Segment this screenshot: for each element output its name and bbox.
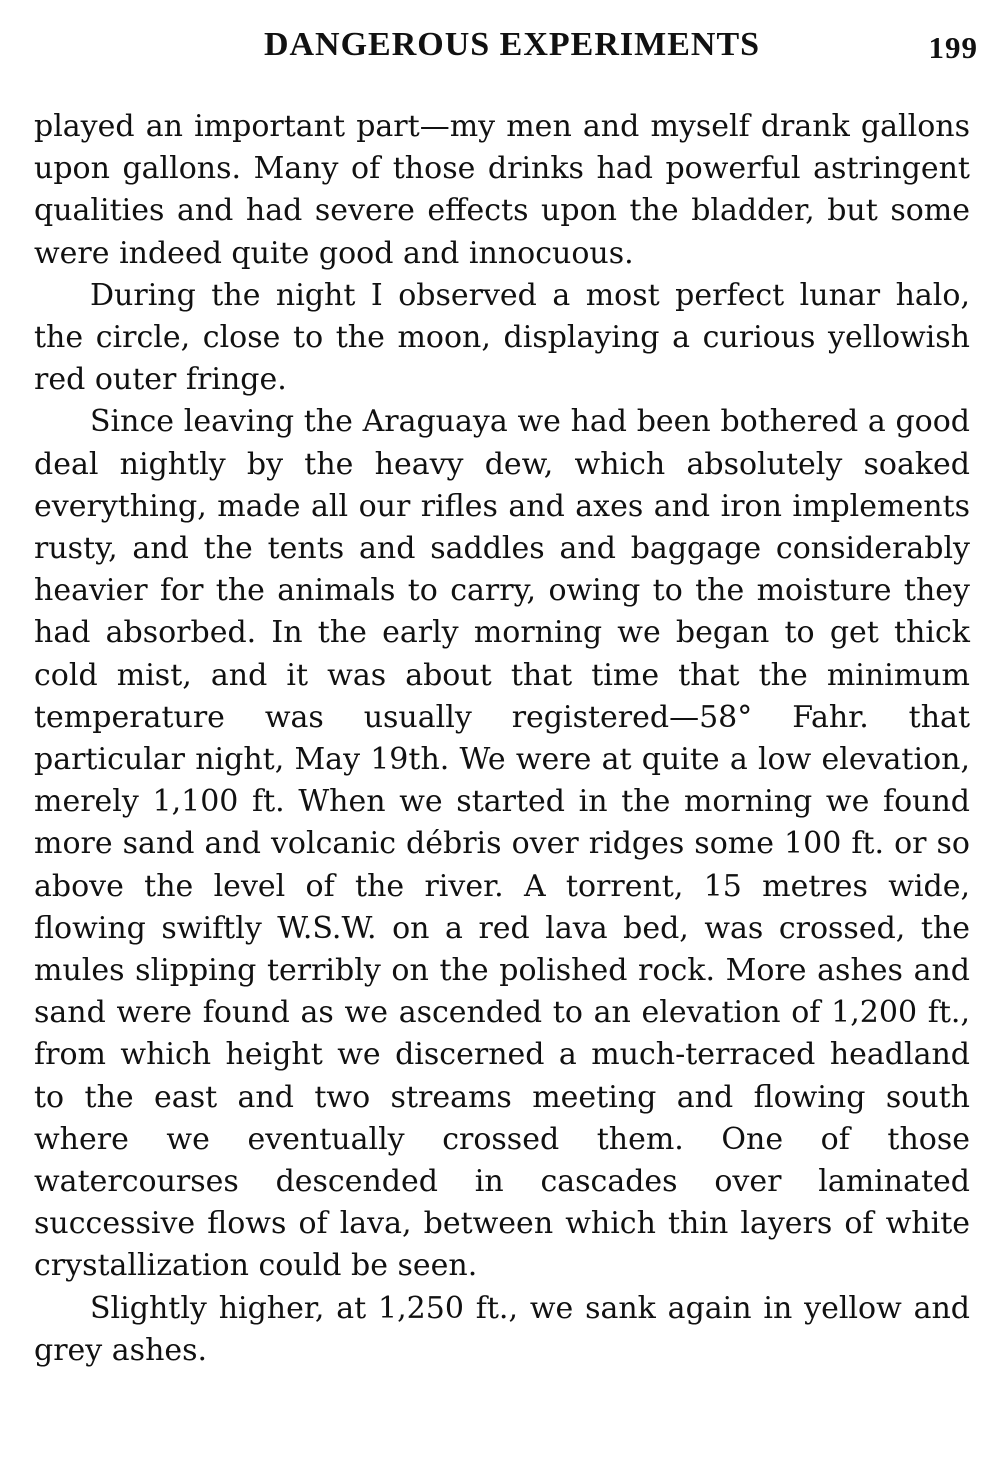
page-number: 199 bbox=[928, 30, 978, 65]
body-text bbox=[34, 106, 970, 1372]
running-header bbox=[34, 18, 978, 78]
running-title: DANGEROUS EXPERIMENTS bbox=[263, 26, 761, 63]
book-page bbox=[34, 18, 978, 1372]
paragraph-lunar-halo: During the night I observed a most perfect lunar halo, the circle, close to the moon, displaying a curious yellowish red outer fringe. bbox=[34, 277, 970, 398]
paragraph-continued: played an important part—my men and myself drank gallons upon gallons. Many of those drinks had powerful astringent qualities and had severe effects upon the bladder, but some were indeed quite good and innocuous. bbox=[34, 109, 970, 271]
paragraph-araguaya: Since leaving the Araguaya we had been bothered a good deal nightly by the heavy dew, which absolutely soaked everything, made all our rifles and axes and iron implements rusty, and the tents and saddles and baggage considerably heavier for the animals to carry, owing to the moisture they had absorbed. In the early morning we began to get thick cold mist, and it was about that time that the minimum temperature was usually registered—58° Fahr. that particular night, May 19th. We were at quite a low elevation, merely 1,100 ft. When we started in the morning we found more sand and volcanic débris over ridges some 100 ft. or so above the level of the river. A torrent, 15 metres wide, flowing swiftly W.S.W. on a red lava bed, was crossed, the mules slipping terribly on the polished rock. More ashes and sand were found as we ascended to an elevation of 1,200 ft., from which height we discerned a much-terraced headland to the east and two streams meeting and flowing south where we eventually crossed them. One of those watercourses descended in cascades over laminated successive flows of lava, between which thin layers of white crystallization could be seen. bbox=[34, 404, 970, 1284]
paragraph-ashes: Slightly higher, at 1,250 ft., we sank again in yellow and grey ashes. bbox=[34, 1290, 970, 1368]
